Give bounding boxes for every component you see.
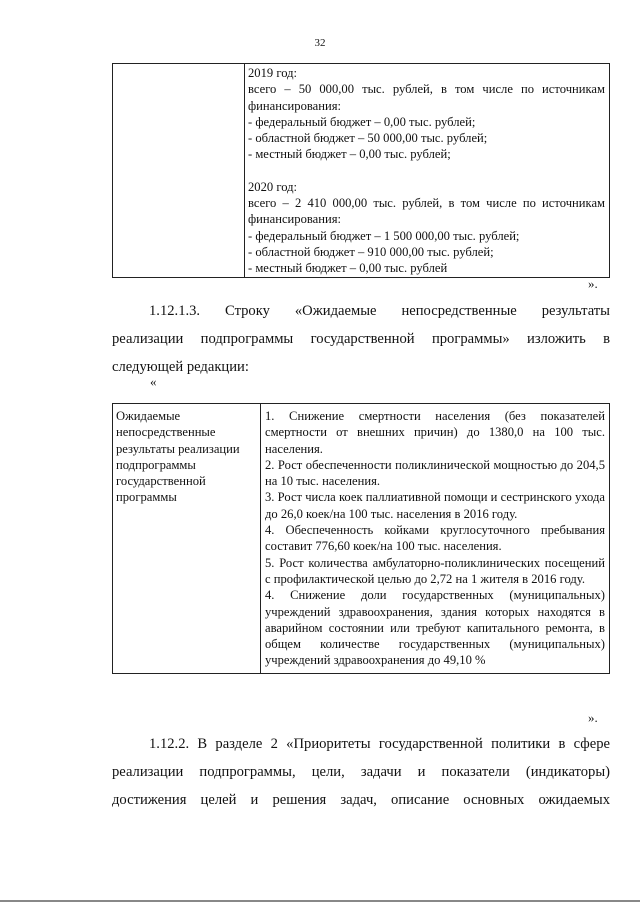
- result-item: 2. Рост обеспеченности поликлинической мощностью до 204,5 на 10 тыс. населения.: [265, 457, 605, 489]
- closing-quote: ».: [588, 710, 598, 725]
- financing-line: - местный бюджет – 0,00 тыс. рублей;: [248, 147, 451, 162]
- financing-label-cell: [113, 64, 245, 278]
- financing-line: всего – 50 000,00 тыс. рублей, в том числе по источникам: [248, 82, 605, 97]
- financing-line: 2019 год:: [248, 66, 298, 80]
- paragraph-line: 1.12.1.3. Строку «Ожидаемые непосредственные результаты: [149, 303, 610, 319]
- result-item: 1. Снижение смертности населения (без показателей смертности от внешних причин) до 1380,0 на 100 тыс. населения.: [265, 409, 605, 456]
- result-item: 5. Рост количества амбулаторно-поликлинических посещений с профилактической целью до 2,72 на 1 жителя в 2016 году.: [265, 555, 605, 586]
- expected-results-table: [112, 403, 610, 674]
- expected-results-list: [261, 404, 610, 674]
- page-bottom-edge: [0, 900, 640, 902]
- page-number: 32: [314, 37, 326, 49]
- financing-line: финансирования:: [248, 212, 342, 227]
- paragraph-line: реализации подпрограммы государственной программы» изложить в: [112, 331, 610, 347]
- section-paragraph: [112, 730, 610, 814]
- result-item: 3. Рост числа коек паллиативной помощи и сестринского ухода до 26,0 коек/на 100 тыс. населения в 2016 году.: [265, 490, 605, 521]
- financing-line: - федеральный бюджет – 0,00 тыс. рублей;: [248, 114, 476, 129]
- financing-line: - областной бюджет – 50 000,00 тыс. рублей;: [248, 131, 488, 146]
- result-item: 4. Обеспеченность койками круглосуточного пребывания составит 776,60 коек/на 100 тыс. населения.: [265, 523, 605, 554]
- financing-line: - областной бюджет – 910 000,00 тыс. рублей;: [248, 244, 494, 259]
- financing-line: всего – 2 410 000,00 тыс. рублей, в том числе по источникам: [248, 196, 605, 211]
- paragraph-line: достижения целей и решения задач, описание основных ожидаемых: [112, 792, 610, 808]
- amendment-paragraph: [112, 297, 610, 381]
- financing-line: - федеральный бюджет – 1 500 000,00 тыс. рублей;: [248, 228, 520, 243]
- paragraph-line: реализации подпрограммы, цели, задачи и показатели (индикаторы): [112, 764, 610, 780]
- financing-line: финансирования:: [248, 98, 342, 113]
- closing-quote: ».: [588, 276, 598, 291]
- paragraph-line: 1.12.2. В разделе 2 «Приоритеты государственной политики в сфере: [149, 736, 610, 752]
- paragraph-line: следующей редакции:: [112, 359, 249, 375]
- expected-results-label: Ожидаемые непосредственные результаты реализации подпрограммы государственной программы: [113, 404, 261, 674]
- financing-line: - местный бюджет – 0,00 тыс. рублей: [248, 261, 448, 276]
- financing-table: [112, 63, 610, 278]
- financing-line: 2020 год:: [248, 179, 298, 194]
- opening-quote: «: [150, 374, 157, 389]
- result-item: 4. Снижение доли государственных (муниципальных) учреждений здравоохранения, здания которых находятся в аварийном состоянии или требуют капитального ремонта, в общем количестве государственных (муниципальных) учреждений здравоохранения до 49,10 %: [265, 588, 605, 668]
- financing-text-cell: [245, 64, 610, 278]
